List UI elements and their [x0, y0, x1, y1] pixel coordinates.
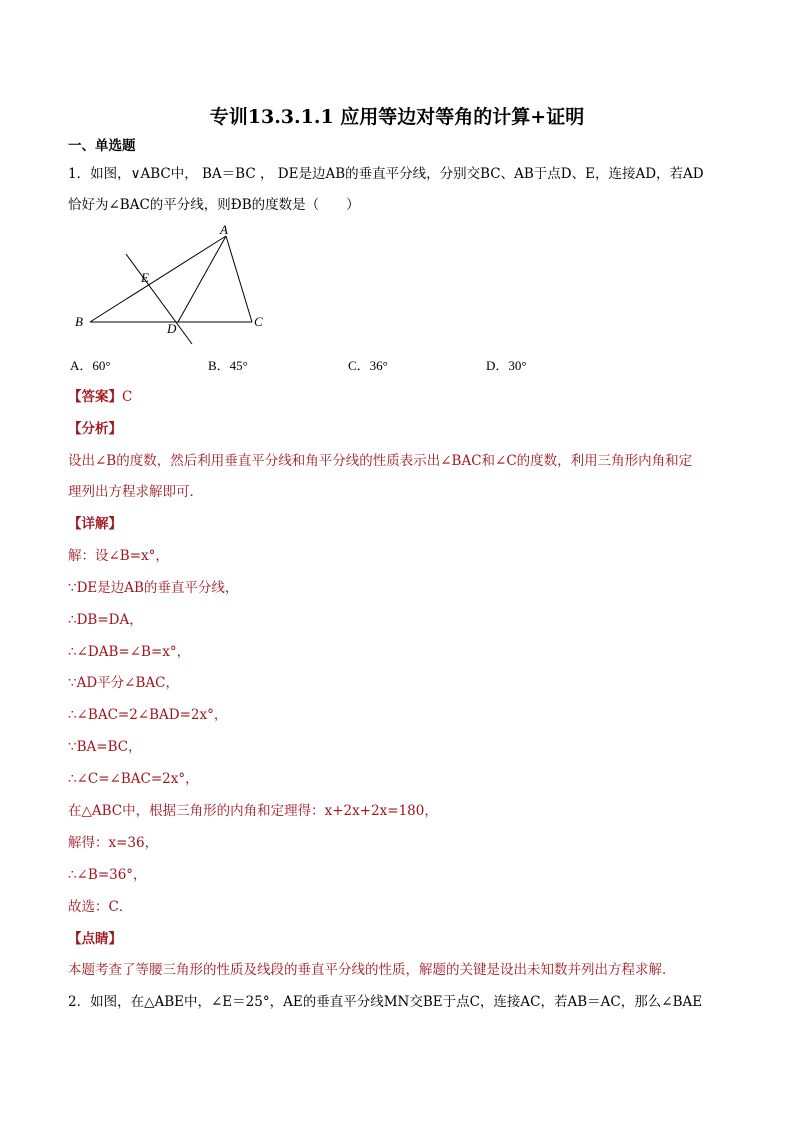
comment-text: 本题考查了等腰三角形的性质及线段的垂直平分线的性质，解题的关键是设出未知数并列出方程求解． [68, 962, 676, 978]
perpendicular-bisector [126, 254, 192, 344]
answer-value: C [122, 389, 133, 405]
page-title: 专训13.3.1.1 应用等边对等角的计算+证明 [209, 106, 585, 128]
answer-row [68, 387, 132, 407]
label-B: B [75, 314, 83, 329]
segment-BA [90, 236, 226, 322]
detail-line: ∴DB=DA， [68, 612, 143, 628]
detail-line: ∴∠BAC=2∠BAD=2x°， [68, 707, 228, 723]
option-b: B．45° [208, 358, 248, 373]
segment-AC [226, 236, 252, 322]
detail-line: 在△ABC中，根据三角形的内角和定理得：x+2x+2x=180， [68, 803, 438, 819]
detail-line: ∵DE是边AB的垂直平分线， [68, 580, 239, 596]
detail-line: ∵BA=BC， [68, 739, 142, 755]
answer-label: 【答案】 [68, 389, 122, 405]
detail-line: ∴∠C=∠BAC=2x°， [68, 771, 199, 787]
section-heading: 一、单选题 [68, 138, 136, 154]
detail-line: 故选：C． [68, 899, 133, 915]
label-E: E [141, 270, 149, 285]
analysis-label: 【分析】 [68, 421, 122, 437]
triangle-figure [70, 222, 290, 352]
segment-AD [178, 236, 226, 322]
comment-label: 【点睛】 [68, 931, 122, 947]
question-1-line-1: 1．如图，∨ABC中， BA＝BC ， DE是边AB的垂直平分线，分别交BC、AB于点D、E，连接AD，若AD [68, 166, 704, 182]
option-a: A．60° [70, 358, 111, 373]
detail-line: 解：设∠B=x°， [68, 548, 169, 564]
label-A: A [220, 222, 228, 237]
detail-line: ∴∠DAB=∠B=x°， [68, 644, 191, 660]
label-C: C [254, 314, 263, 329]
detail-label: 【详解】 [68, 516, 122, 532]
detail-line: ∴∠B=36°， [68, 867, 147, 883]
question-2-line-1: 2．如图，在△ABE中，∠E＝25°，AE的垂直平分线MN交BE于点C，连接AC，若AB＝AC，那么∠BAE [68, 994, 703, 1010]
label-D: D [167, 321, 177, 336]
analysis-line-1: 设出∠B的度数，然后利用垂直平分线和角平分线的性质表示出∠BAC和∠C的度数，利用三角形内角和定 [68, 453, 693, 469]
analysis-line-2: 理列出方程求解即可． [68, 484, 203, 500]
option-c: C．36° [348, 358, 388, 373]
question-1-line-2: 恰好为∠BAC的平分线，则ÐB的度数是（ ） [68, 197, 360, 213]
detail-line: ∵AD平分∠BAC， [68, 675, 179, 691]
detail-line: 解得：x=36， [68, 835, 159, 851]
option-d: D．30° [486, 358, 527, 373]
